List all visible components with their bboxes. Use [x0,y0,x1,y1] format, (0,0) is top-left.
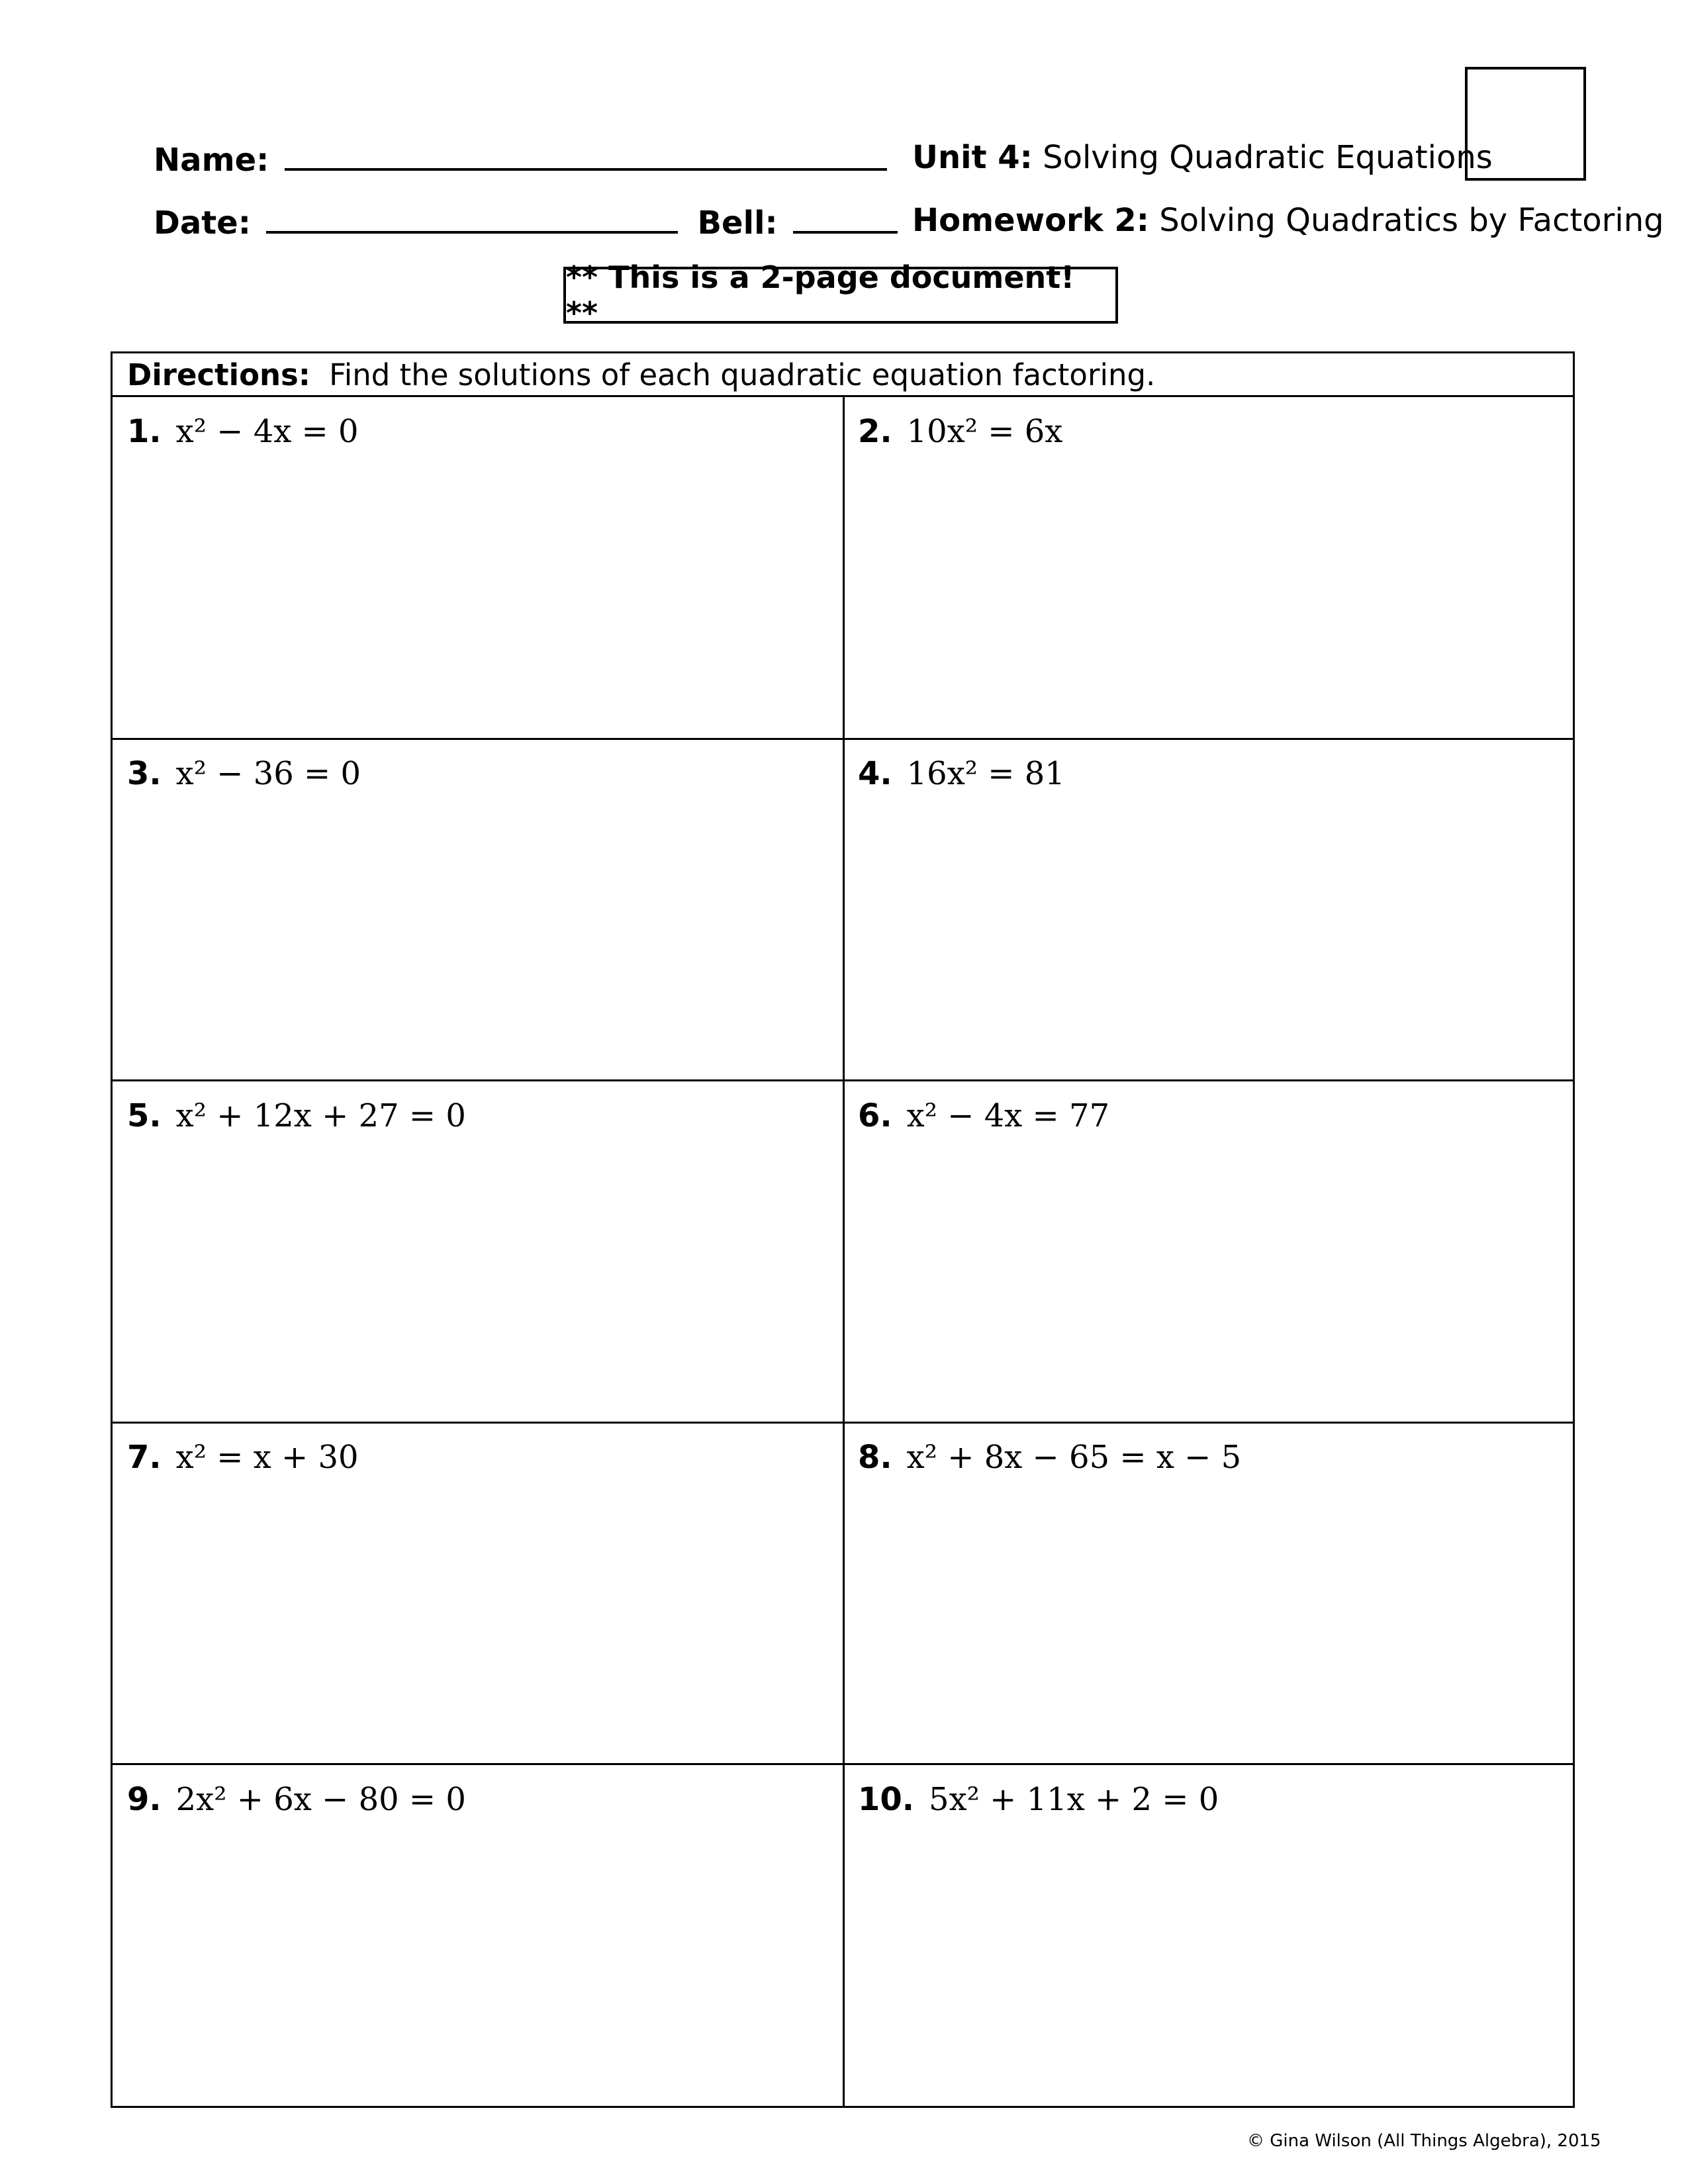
problem-number: 8. [858,1439,892,1476]
directions-row [113,353,1573,397]
problem-2[interactable] [858,413,1063,450]
problem-equation: x² + 8x − 65 = x − 5 [906,1439,1242,1476]
score-box[interactable] [1465,67,1586,181]
problem-4[interactable] [858,755,1065,792]
problem-table [111,351,1575,2108]
problem-number: 7. [127,1439,162,1476]
problem-10[interactable] [858,1781,1219,1818]
problem-7[interactable] [127,1439,359,1476]
name-row [154,142,887,179]
bell-label: Bell: [697,205,778,242]
problem-equation: x² = x + 30 [175,1439,359,1476]
problem-number: 3. [127,755,162,792]
problem-equation: x² + 12x + 27 = 0 [175,1097,466,1134]
problem-number: 4. [858,755,892,792]
problem-equation: x² − 4x = 77 [906,1097,1110,1134]
unit-row [912,139,1493,176]
date-label: Date: [154,205,251,242]
name-field[interactable] [285,142,887,171]
problem-9[interactable] [127,1781,466,1818]
problem-5[interactable] [127,1097,466,1134]
problem-number: 2. [858,413,892,450]
date-row [154,205,898,242]
column-divider [843,397,845,2106]
problem-6[interactable] [858,1097,1110,1134]
problem-equation: x² − 36 = 0 [175,755,361,792]
row-divider [113,1422,1573,1424]
problem-number: 1. [127,413,162,450]
directions-label: Directions: [127,357,310,392]
problem-1[interactable] [127,413,359,450]
problem-equation: 5x² + 11x + 2 = 0 [929,1781,1219,1818]
directions-text: Find the solutions of each quadratic equation factoring. [329,357,1156,392]
problem-number: 6. [858,1097,892,1134]
name-label: Name: [154,142,269,179]
problem-3[interactable] [127,755,361,792]
two-page-notice: ** This is a 2-page document! ** [563,267,1118,324]
homework-row [912,202,1664,239]
row-divider [113,1763,1573,1765]
problem-equation: 16x² = 81 [906,755,1065,792]
copyright-notice: © Gina Wilson (All Things Algebra), 2015 [1247,2131,1601,2151]
unit-label: Unit 4: [912,139,1033,176]
problem-number: 9. [127,1781,162,1818]
unit-title: Solving Quadratic Equations [1043,139,1493,176]
homework-title: Solving Quadratics by Factoring [1159,202,1664,239]
problem-equation: 10x² = 6x [906,413,1063,450]
problem-number: 5. [127,1097,162,1134]
problem-equation: x² − 4x = 0 [175,413,359,450]
problem-number: 10. [858,1781,915,1818]
row-divider [113,738,1573,740]
bell-field[interactable] [793,205,898,234]
date-field[interactable] [266,205,678,234]
row-divider [113,1079,1573,1081]
homework-label: Homework 2: [912,202,1149,239]
problem-equation: 2x² + 6x − 80 = 0 [175,1781,466,1818]
problem-8[interactable] [858,1439,1242,1476]
